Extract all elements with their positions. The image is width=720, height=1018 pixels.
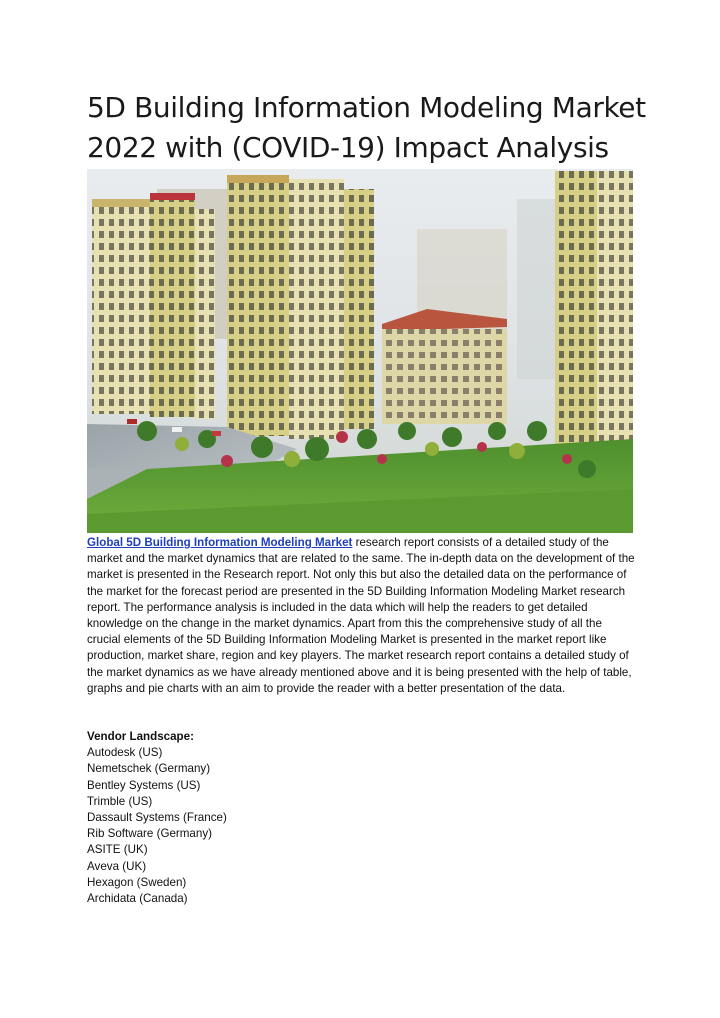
vendor-item: Hexagon (Sweden) [87,875,187,889]
vendor-item: Nemetschek (Germany) [87,762,211,776]
vendor-item: Bentley Systems (US) [87,778,201,792]
page-title: 5D Building Information Modeling Market 2022 with (COVID-19) Impact Analysis [87,91,646,164]
hero-image [87,169,633,533]
vendor-landscape [87,729,487,907]
vendor-list [87,745,487,907]
vendor-item: ASITE (UK) [87,843,148,857]
vendor-item: Dassault Systems (France) [87,811,227,825]
vendor-item: Aveva (UK) [87,859,147,873]
vendors-heading: Vendor Landscape: [87,730,194,743]
market-report-link[interactable]: Global 5D Building Information Modeling Market [87,536,353,549]
vendor-item: Archidata (Canada) [87,892,188,906]
intro-paragraph [87,535,635,697]
vendor-item: Autodesk (US) [87,746,163,760]
vendor-item: Trimble (US) [87,794,153,808]
intro-text: research report consists of a detailed study of the market and the market dynamics that are related to the same. The in-depth data on the development of the market is presented in the Research report. Not only this but also the detailed data on the performance of the market for the forecast period are presented in the 5D Building Information Modeling Market research report. The performance analysis is included in the data which will help the readers to get detailed knowledge on the change in the market dynamics. Apart from this the comprehensive study of all the crucial elements of the 5D Building Information Modeling Market is presented in the market report like production, market share, region and key players. The market research report contains a detailed study of the market dynamics as we have already mentioned above and it is being presented with the help of table, graphs and pie charts with an aim to provide the reader with a better presentation of the data. [87,536,635,695]
vendor-item: Rib Software (Germany) [87,827,212,841]
